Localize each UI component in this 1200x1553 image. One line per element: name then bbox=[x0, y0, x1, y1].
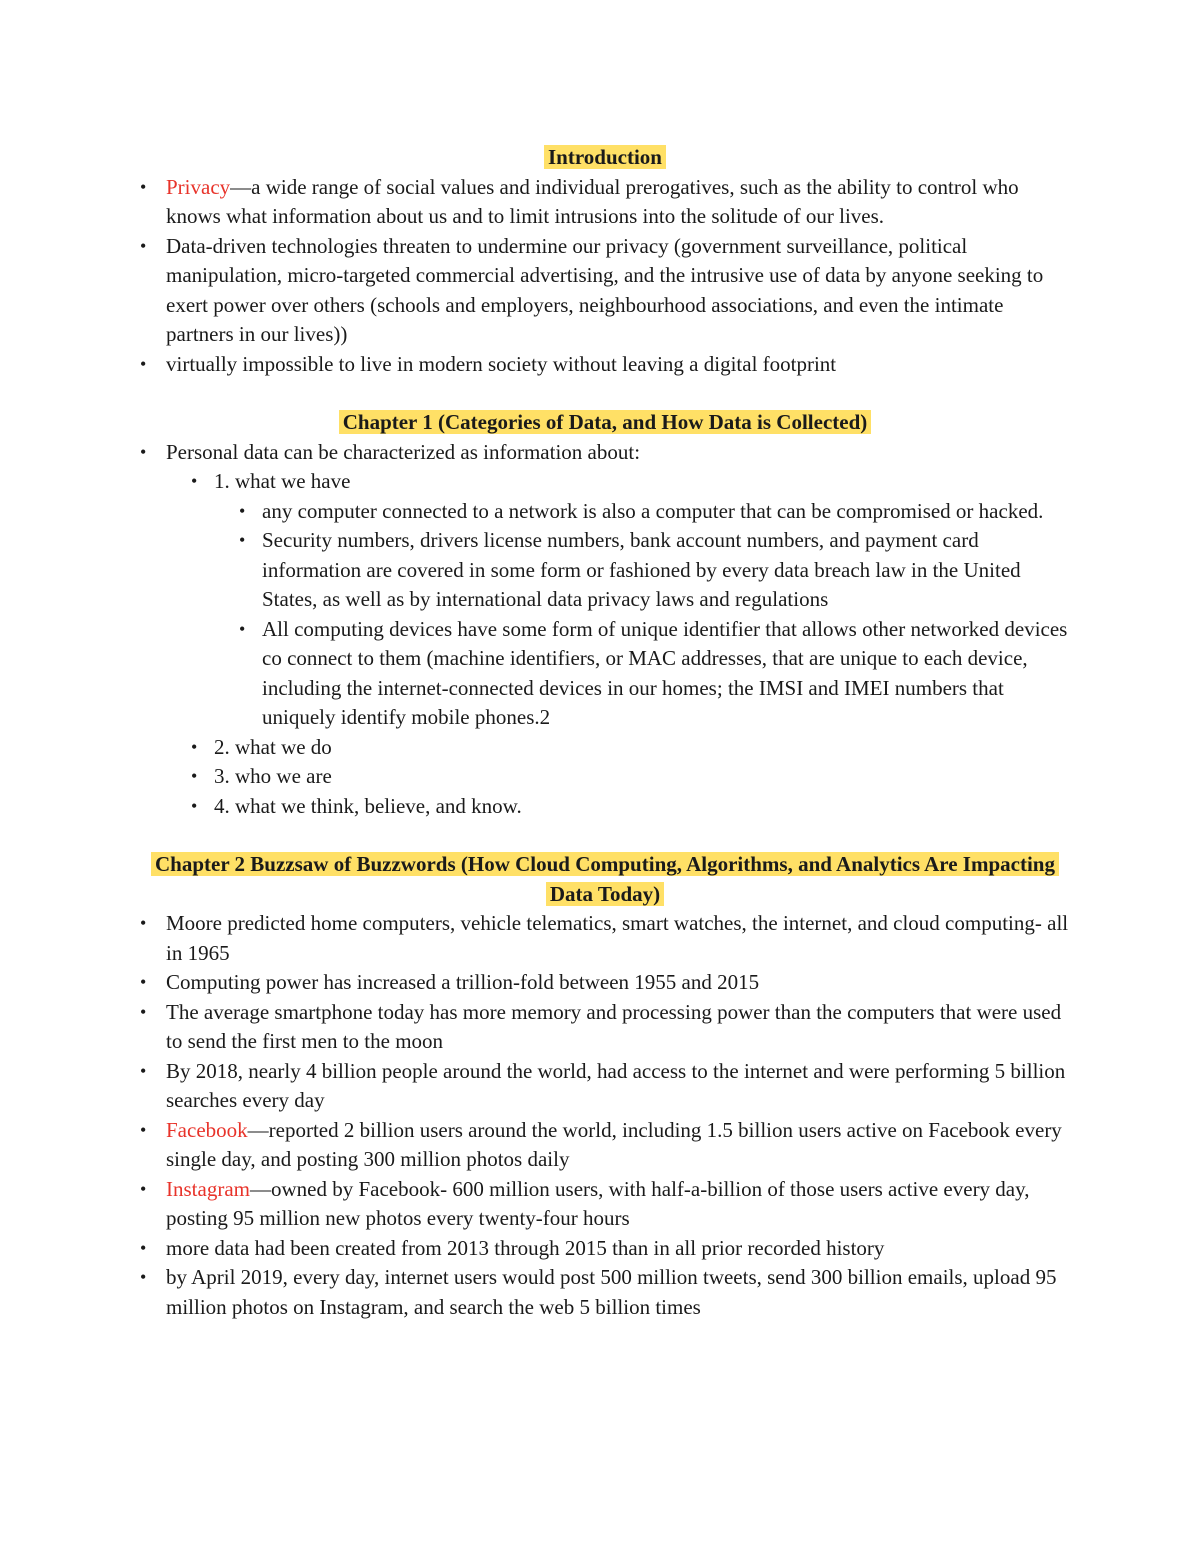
list-item bbox=[140, 968, 1070, 998]
bullet-icon: • bbox=[140, 1267, 147, 1287]
list-item bbox=[140, 998, 1070, 1057]
bullet-icon: • bbox=[140, 1237, 147, 1258]
list-item bbox=[239, 526, 1070, 615]
document-body bbox=[140, 143, 1070, 1322]
list-item bbox=[140, 438, 1070, 822]
nested-bullet-list bbox=[191, 467, 1070, 821]
list-item-text: Computing power has increased a trillion-fold between 1955 and 2015 bbox=[166, 970, 760, 994]
list-item bbox=[140, 909, 1070, 968]
list-item-text: —owned by Facebook- 600 million users, with half-a-billion of those users active every day, posting 95 million new photos every twenty-four hours bbox=[166, 1176, 1030, 1230]
list-item-text: 1. what we have bbox=[214, 469, 351, 493]
bullet-icon: • bbox=[140, 972, 147, 992]
list-item-text: virtually impossible to live in modern society without leaving a digital footprint bbox=[166, 351, 837, 376]
bullet-icon: • bbox=[191, 795, 198, 816]
bullet-icon: • bbox=[140, 913, 147, 933]
bullet-icon: • bbox=[140, 1178, 147, 1199]
bullet-icon: • bbox=[191, 471, 198, 491]
bullet-list bbox=[140, 909, 1070, 1322]
list-item-text: The average smartphone today has more memory and processing power than the computers that were used to send the first men to the moon bbox=[166, 999, 1062, 1053]
bullet-icon: • bbox=[140, 353, 147, 374]
list-item-text: —reported 2 billion users around the world, including 1.5 billion users active on Facebook every single day, and posting 300 million photos daily bbox=[166, 1117, 1062, 1171]
list-item-text: Security numbers, drivers license numbers, bank account numbers, and payment card information are covered in some form or fashioned by every data breach law in the United States, as well as by international data privacy laws and regulations bbox=[262, 528, 1021, 611]
list-item-text: by April 2019, every day, internet users would post 500 million tweets, send 300 billion emails, upload 95 million photos on Instagram, and search the web 5 billion times bbox=[166, 1265, 1057, 1319]
section-heading: Introduction bbox=[140, 143, 1070, 173]
list-item bbox=[140, 1116, 1070, 1175]
list-item bbox=[239, 615, 1070, 733]
section-introduction bbox=[140, 143, 1070, 379]
list-item bbox=[191, 762, 1070, 792]
list-item bbox=[140, 1175, 1070, 1234]
list-item-text: 4. what we think, believe, and know. bbox=[214, 793, 522, 818]
bullet-icon: • bbox=[239, 618, 246, 639]
list-item bbox=[140, 1234, 1070, 1264]
list-item bbox=[140, 350, 1070, 380]
term-label: Privacy bbox=[166, 174, 231, 199]
list-item bbox=[191, 467, 1070, 733]
list-item-text: more data had been created from 2013 through 2015 than in all prior recorded history bbox=[166, 1235, 885, 1260]
list-item-text: any computer connected to a network is also a computer that can be compromised or hacked. bbox=[262, 498, 1044, 523]
list-item bbox=[191, 733, 1070, 763]
list-item-text: 3. who we are bbox=[214, 764, 332, 788]
section-heading: Chapter 1 (Categories of Data, and How Data is Collected) bbox=[140, 408, 1070, 438]
list-item bbox=[140, 1263, 1070, 1322]
list-item-text: Moore predicted home computers, vehicle telematics, smart watches, the internet, and cloud computing- all in 1965 bbox=[166, 911, 1069, 965]
term-label: Facebook bbox=[166, 1117, 248, 1142]
list-item-text: Personal data can be characterized as information about: bbox=[166, 439, 641, 464]
list-item bbox=[140, 173, 1070, 232]
list-item-text: 2. what we do bbox=[214, 734, 332, 759]
bullet-icon: • bbox=[191, 736, 198, 757]
bullet-list bbox=[140, 173, 1070, 380]
term-label: Instagram bbox=[166, 1176, 250, 1201]
list-item bbox=[140, 232, 1070, 350]
bullet-icon: • bbox=[239, 500, 246, 521]
list-item-text: By 2018, nearly 4 billion people around the world, had access to the internet and were performing 5 billion searches every day bbox=[166, 1058, 1066, 1112]
bullet-icon: • bbox=[239, 530, 246, 550]
bullet-icon: • bbox=[140, 441, 147, 462]
list-item-text: Data-driven technologies threaten to undermine our privacy (government surveillance, political manipulation, micro-targeted commercial advertising, and the intrusive use of data by anyone seeking to exert power over others (schools and employers, neighbourhood associations, and even the intimate partners in our lives)) bbox=[166, 233, 1044, 346]
bullet-icon: • bbox=[140, 235, 147, 256]
list-item bbox=[191, 792, 1070, 822]
list-item bbox=[140, 1057, 1070, 1116]
bullet-icon: • bbox=[140, 1001, 147, 1022]
list-item-text: All computing devices have some form of unique identifier that allows other networked devices co connect to them (machine identifiers, or MAC addresses, that are unique to each device, including the internet-connected devices in our homes; the IMSI and IMEI numbers that uniquely identify mobile phones.2 bbox=[262, 616, 1068, 729]
bullet-icon: • bbox=[140, 1060, 147, 1081]
section-chapter-1 bbox=[140, 408, 1070, 821]
list-item bbox=[239, 497, 1070, 527]
section-heading: Chapter 2 Buzzsaw of Buzzwords (How Cloud Computing, Algorithms, and Analytics Are Impacting Data Today) bbox=[140, 850, 1070, 909]
nested-bullet-list bbox=[239, 497, 1070, 733]
bullet-icon: • bbox=[140, 1119, 147, 1140]
bullet-list bbox=[140, 438, 1070, 822]
section-chapter-2 bbox=[140, 850, 1070, 1322]
bullet-icon: • bbox=[140, 176, 147, 197]
bullet-icon: • bbox=[191, 766, 198, 786]
list-item-text: —a wide range of social values and individual prerogatives, such as the ability to control who knows what information about us and to limit intrusions into the solitude of our lives. bbox=[166, 174, 1019, 228]
